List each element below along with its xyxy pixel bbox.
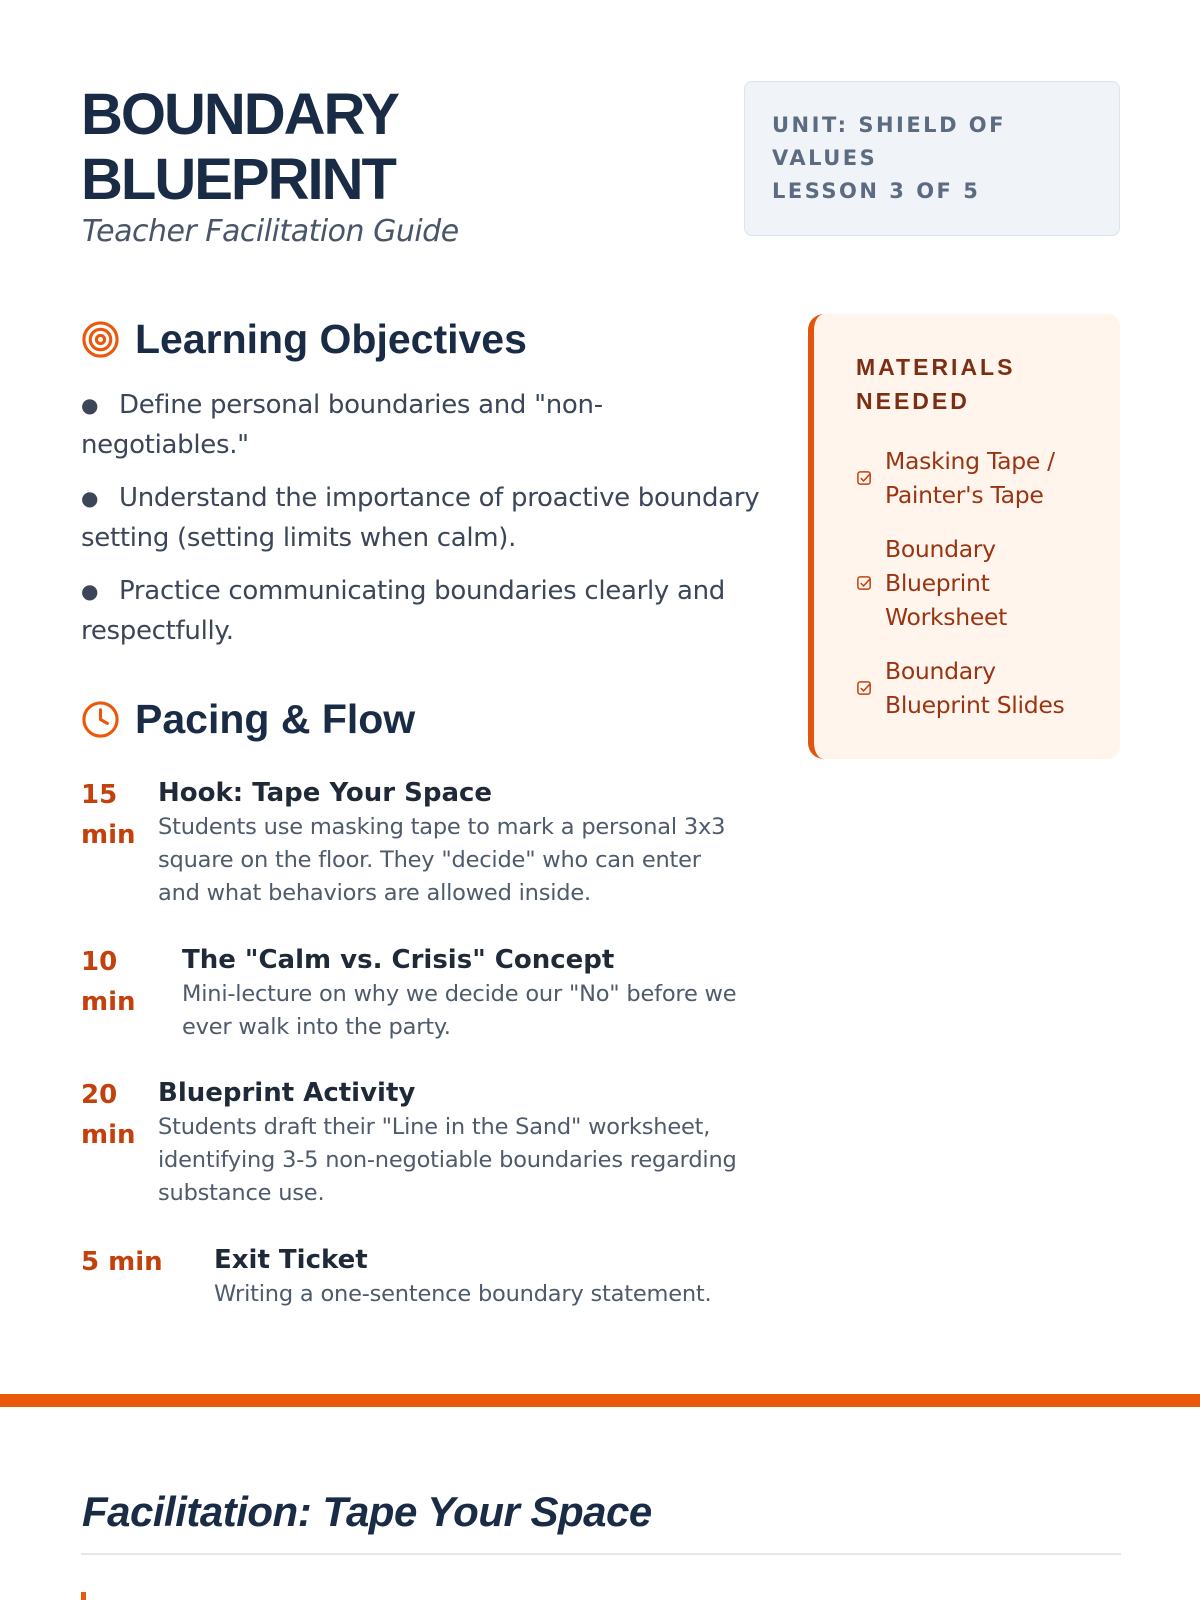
facilitation-rule bbox=[81, 1553, 1121, 1555]
unit-line-2: VALUES bbox=[772, 146, 878, 170]
pacing-duration: 15 min bbox=[81, 780, 136, 850]
checkbox-icon bbox=[856, 575, 873, 592]
target-icon bbox=[81, 320, 120, 359]
objectives-heading-text: Learning Objectives bbox=[135, 316, 527, 362]
page-subtitle: Teacher Facilitation Guide bbox=[82, 214, 459, 249]
objective-item: ● Define personal boundaries and "non-negotiables." bbox=[81, 390, 603, 460]
objective-item: ● Practice communicating boundaries clearly and respectfully. bbox=[81, 576, 725, 646]
pacing-description: Students draft their "Line in the Sand" worksheet, identifying 3-5 non-negotiable boundaries regarding substance use. bbox=[158, 1114, 737, 1206]
pacing-title: Blueprint Activity bbox=[158, 1078, 416, 1108]
unit-line-1: UNIT: SHIELD OF bbox=[772, 113, 1007, 137]
clock-icon bbox=[81, 700, 120, 739]
objective-item: ● Understand the importance of proactive boundary setting (setting limits when calm). bbox=[81, 483, 760, 553]
facilitation-heading: Facilitation: Tape Your Space bbox=[82, 1488, 652, 1535]
materials-item-label: Boundary Blueprint Worksheet bbox=[885, 535, 1008, 631]
objectives-list bbox=[81, 385, 761, 664]
checkbox-icon bbox=[856, 470, 873, 487]
materials-panel bbox=[808, 314, 1120, 759]
objectives-heading bbox=[81, 316, 527, 363]
pacing-description: Writing a one-sentence boundary statement. bbox=[214, 1281, 712, 1307]
pacing-duration: 10 min bbox=[81, 947, 136, 1017]
title-line-1: BOUNDARY bbox=[81, 82, 398, 147]
pacing-description: Mini-lecture on why we decide our "No" before we ever walk into the party. bbox=[182, 981, 737, 1040]
materials-item bbox=[856, 444, 1100, 512]
section-divider bbox=[0, 1394, 1200, 1407]
materials-item bbox=[856, 532, 1100, 634]
checkbox-icon bbox=[856, 680, 873, 697]
page-title bbox=[81, 82, 641, 212]
pacing-duration: 5 min bbox=[81, 1247, 163, 1277]
pacing-title: The "Calm vs. Crisis" Concept bbox=[182, 945, 615, 975]
pacing-description: Students use masking tape to mark a personal 3x3 square on the floor. They "decide" who can enter and what behaviors are allowed inside. bbox=[158, 814, 726, 906]
unit-lesson-box bbox=[744, 81, 1120, 236]
title-line-2: BLUEPRINT bbox=[81, 147, 395, 212]
facilitation-accent-mark bbox=[81, 1592, 86, 1600]
pacing-heading-text: Pacing & Flow bbox=[135, 696, 416, 742]
materials-item-label: Masking Tape / Painter's Tape bbox=[885, 447, 1055, 509]
materials-item bbox=[856, 654, 1100, 722]
lesson-number: LESSON 3 OF 5 bbox=[772, 179, 981, 203]
materials-item-label: Boundary Blueprint Slides bbox=[885, 657, 1065, 719]
pacing-title: Hook: Tape Your Space bbox=[158, 778, 493, 808]
pacing-heading bbox=[81, 696, 415, 743]
pacing-duration: 20 min bbox=[81, 1080, 136, 1150]
pacing-title: Exit Ticket bbox=[214, 1245, 368, 1275]
materials-heading: MATERIALS NEEDED bbox=[856, 354, 1016, 414]
